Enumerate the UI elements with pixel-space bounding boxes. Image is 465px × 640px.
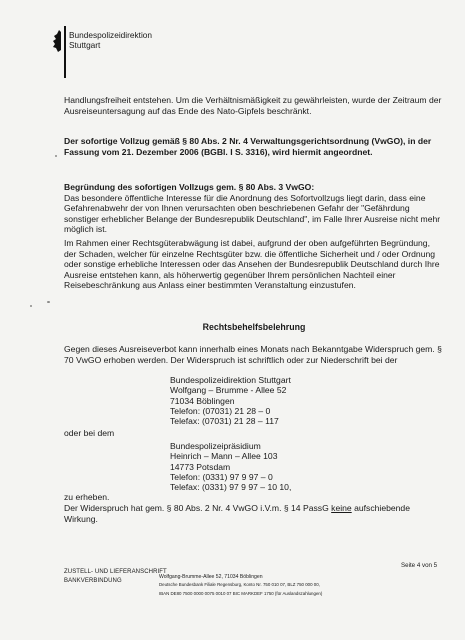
- fax-line: Telefax: (0331) 97 9 97 – 10 10,: [170, 482, 292, 493]
- paragraph-intro: Handlungsfreiheit entstehen. Um die Verhältnismäßigkeit zu gewährleisten, wurde der Zeitraum der Ausreiseuntersagung auf das Ende des Nato-Gipfels beschränkt.: [64, 95, 442, 116]
- keine-underlined: keine: [331, 503, 352, 513]
- page-number: Seite 4 von 5: [401, 562, 438, 569]
- agency-name: [69, 30, 152, 50]
- paragraph-abwaegung: Im Rahmen einer Rechtsgüterabwägung ist dabei, aufgrund der oben aufgeführten Begründung, der Schaden, welcher für einzelne Rechtsgüter bzw. die öffentliche Sicherheit und / oder Ordnung oder sonstige erhebliche Interessen oder das Ansehen der Bundesrepublik Deutschland durch Ihre Ausreise entstehen kann, als höherwertig gegenüber Ihrem persönlichen Nachteil einer Reisebeschränkung aus Anlass einer bestimmten Veranstaltung einzustufen.: [64, 238, 440, 291]
- scan-speck: [55, 155, 57, 157]
- begruendung-heading: Begründung des sofortigen Vollzugs gem. § 80 Abs. 3 VwGO:: [64, 182, 315, 192]
- rechtsbehelf-intro: Gegen dieses Ausreiseverbot kann innerhalb eines Monats nach Bekanntgabe Widerspruch gem. § 70 VwGO erhoben werden. Der Widerspruch ist schriftlich oder zur Niederschrift bei der: [64, 344, 442, 365]
- agency-line-1: Bundespolizeidirektion: [69, 30, 153, 40]
- address-line: Wolfgang – Brumme - Allee 52: [170, 385, 287, 396]
- address-line: Bundespolizeidirektion Stuttgart: [170, 375, 291, 385]
- address-block-stuttgart: [170, 375, 291, 426]
- wirkung-text-b: aufschiebende Wirkung.: [64, 503, 410, 524]
- scan-speck: [30, 305, 32, 307]
- wirkung-text-a: Der Widerspruch hat gem. § 80 Abs. 2 Nr. 4 VwGO i.V.m. § 14 PassG: [64, 503, 332, 513]
- header-rule: [64, 26, 66, 78]
- footer-labels: [64, 568, 167, 585]
- phone-line: Telefon: (0331) 97 9 97 – 0: [170, 471, 273, 482]
- paragraph-begruendung: [64, 182, 444, 235]
- fax-line: Telefax: (07031) 21 28 – 117: [170, 416, 279, 427]
- agency-line-2: Stuttgart: [69, 40, 101, 50]
- footer-label-bank: BANKVERBINDUNG: [64, 577, 122, 584]
- footer-bank-line-2: IBAN DE80 7500 0000 0075 0010 07 BIC MARKDEF 1750 (für Auslandszahlungen): [159, 590, 323, 596]
- paragraph-sofortvollzug: Der sofortige Vollzug gemäß § 80 Abs. 2 Nr. 4 Verwaltungsgerichtsordnung (VwGO), in der Fassung vom 21. Dezember 2006 (BGBl. I S. 3316), wird hiermit angeordnet.: [64, 136, 432, 157]
- address-line: Heinrich – Mann – Allee 103: [170, 451, 278, 462]
- address-block-potsdam: [170, 441, 291, 492]
- footer-bank-line-1: Deutsche Bundesbank Filiale Regensburg, Konto Nr. 750 010 07, BLZ 750 000 00,: [159, 582, 320, 588]
- oder-text: oder bei dem: [64, 428, 115, 438]
- rechtsbehelf-title: Rechtsbehelfsbelehrung: [202, 322, 306, 332]
- address-line: 14773 Potsdam: [170, 461, 231, 472]
- scan-speck: [47, 301, 50, 303]
- footer-address: Wolfgang-Brumme-Allee 52, 71034 Böblingen: [159, 574, 263, 580]
- address-line: 71034 Böblingen: [170, 395, 235, 406]
- zu-erheben-text: zu erheben.: [64, 492, 110, 502]
- footer-label-address: ZUSTELL- UND LIEFERANSCHRIFT: [64, 569, 167, 575]
- begruendung-text: Das besondere öffentliche Interesse für die Anordnung des Sofortvollzugs liegt darin, dass eine Gefahrenabwehr der von Ihnen verursachten oben beschriebenen Gefahr der "Gefährdung sonstiger erheblicher Belange der Bundesrepublik Deutschland", im Falle Ihrer Ausreise nicht mehr möglich ist.: [64, 192, 441, 235]
- phone-line: Telefon: (07031) 21 28 – 0: [170, 405, 271, 416]
- address-line: Bundespolizeipräsidium: [170, 441, 261, 451]
- paragraph-wirkung: [64, 503, 444, 524]
- eagle-emblem-icon: [53, 30, 61, 52]
- footer-details: [159, 573, 322, 598]
